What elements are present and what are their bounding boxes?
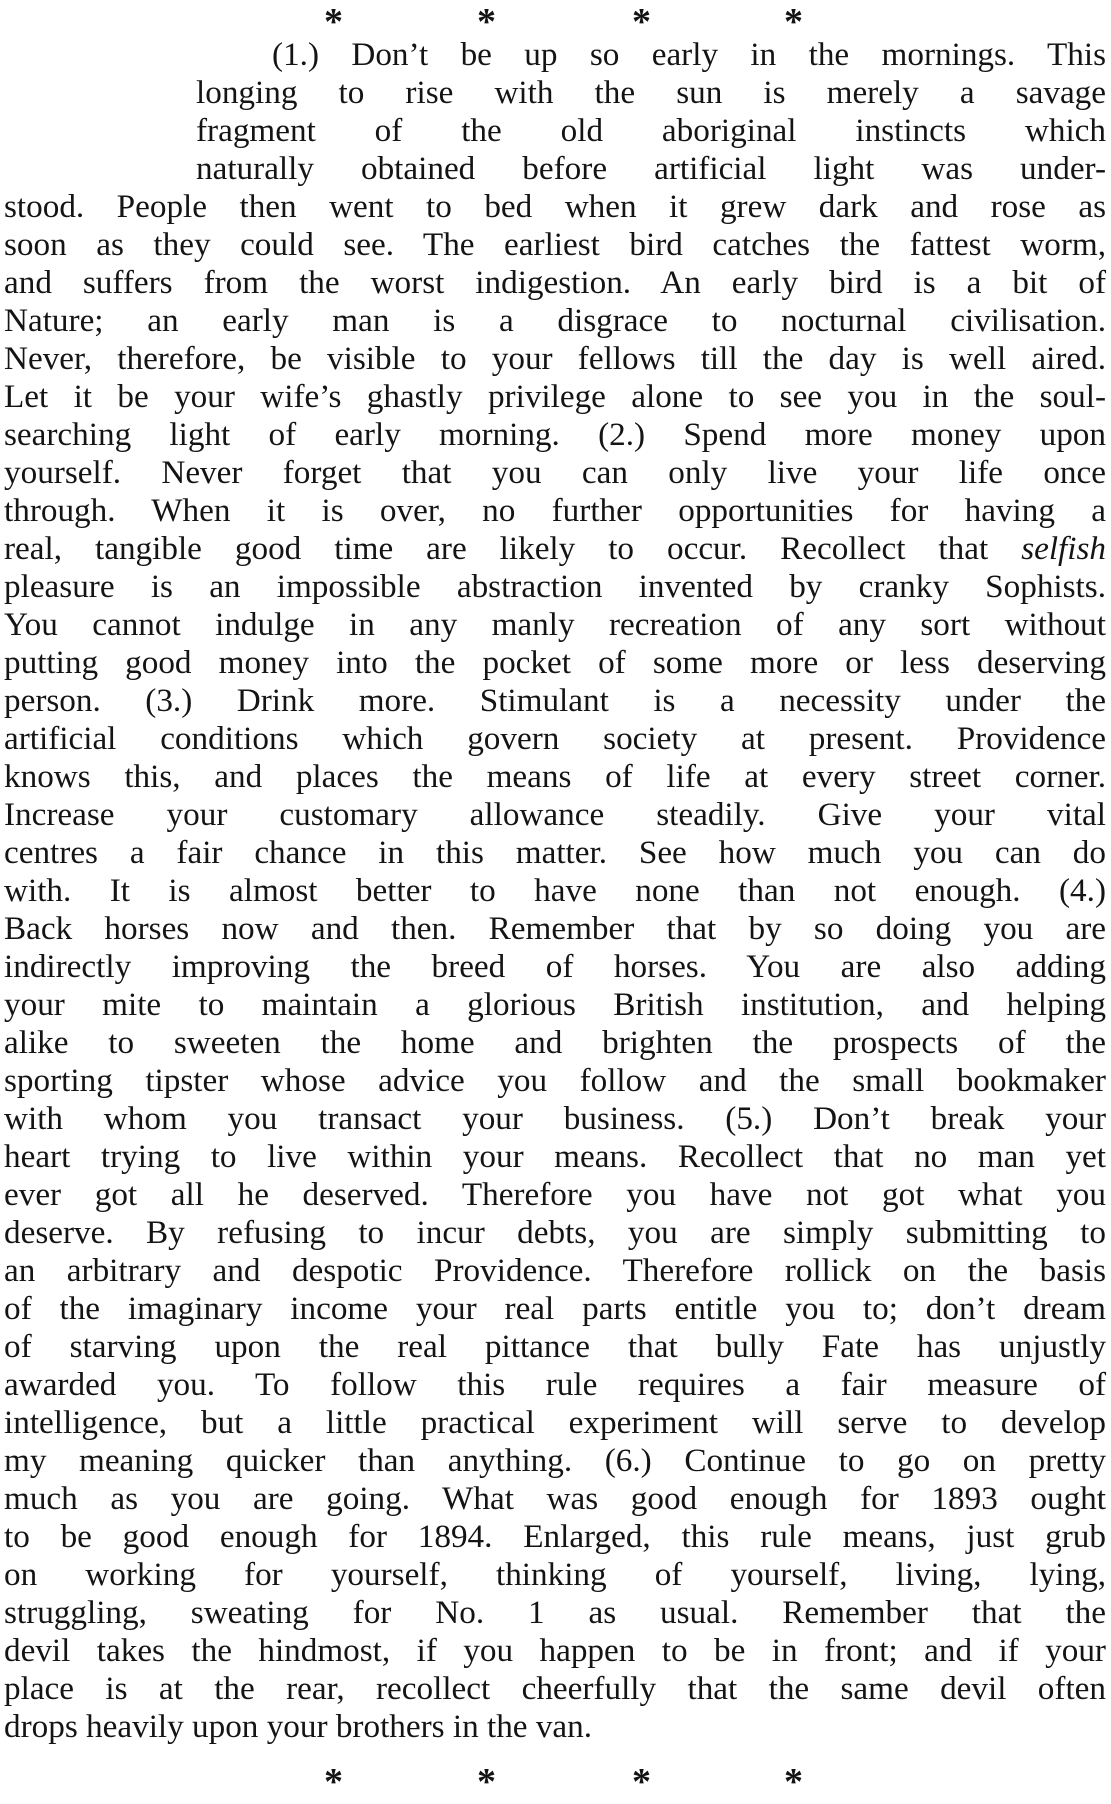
text-line: Nature; an early man is a disgrace to nocturnal civilisation. <box>4 302 1106 339</box>
asterisk-ornament: * <box>477 1761 496 1803</box>
text-line: my meaning quicker than anything. (6.) Continue to go on pretty <box>4 1442 1106 1479</box>
text-line: knows this, and places the means of life at every street corner. <box>4 758 1106 795</box>
text-line: Back horses now and then. Remember that by so doing you are <box>4 910 1106 947</box>
text-line: pleasure is an impossible abstraction invented by cranky Sophists. <box>4 568 1106 605</box>
text-line: indirectly improving the breed of horses. You are also adding <box>4 948 1106 985</box>
text-line: of starving upon the real pittance that bully Fate has unjustly <box>4 1328 1106 1365</box>
text-line: place is at the rear, recollect cheerfully that the same devil often <box>4 1670 1106 1707</box>
text-line: You cannot indulge in any manly recreation of any sort without <box>4 606 1106 643</box>
text-line: fragment of the old aboriginal instincts which <box>196 112 1106 149</box>
text-line: your mite to maintain a glorious British institution, and helping <box>4 986 1106 1023</box>
asterisk-ornament: * <box>632 1761 651 1803</box>
text-line: person. (3.) Drink more. Stimulant is a necessity under the <box>4 682 1106 719</box>
text-line: Increase your customary allowance steadily. Give your vital <box>4 796 1106 833</box>
text-line: with whom you transact your business. (5.) Don’t break your <box>4 1100 1106 1137</box>
text-line: much as you are going. What was good enough for 1893 ought <box>4 1480 1106 1517</box>
text-line: alike to sweeten the home and brighten the prospects of the <box>4 1024 1106 1061</box>
text-line: putting good money into the pocket of some more or less deserving <box>4 644 1106 681</box>
text-segment: real, tangible good time are likely to occur. Recollect that <box>4 530 989 567</box>
text-line: longing to rise with the sun is merely a savage <box>196 74 1106 111</box>
body-text <box>4 36 1106 1746</box>
text-line: sporting tipster whose advice you follow and the small bookmaker <box>4 1062 1106 1099</box>
asterisk-ornament: * <box>784 1 803 43</box>
text-line: and suffers from the worst indigestion. An early bird is a bit of <box>4 264 1106 301</box>
text-line: deserve. By refusing to incur debts, you are simply submitting to <box>4 1214 1106 1251</box>
text-line: devil takes the hindmost, if you happen to be in front; and if your <box>4 1632 1106 1669</box>
asterisk-ornament: * <box>324 1761 343 1803</box>
text-line: Let it be your wife’s ghastly privilege alone to see you in the soul- <box>4 378 1106 415</box>
italic-word: selfish <box>1021 530 1107 567</box>
text-line: stood. People then went to bed when it grew dark and rose as <box>4 188 1106 225</box>
text-line: Never, therefore, be visible to your fellows till the day is well aired. <box>4 340 1106 377</box>
text-line: ever got all he deserved. Therefore you have not got what you <box>4 1176 1106 1213</box>
text-line: naturally obtained before artificial light was under- <box>196 150 1106 187</box>
text-line: an arbitrary and despotic Providence. Therefore rollick on the basis <box>4 1252 1106 1289</box>
text-line: centres a fair chance in this matter. See how much you can do <box>4 834 1106 871</box>
text-line: through. When it is over, no further opportunities for having a <box>4 492 1106 529</box>
text-line: artificial conditions which govern society at present. Providence <box>4 720 1106 757</box>
asterisk-ornament: * <box>324 1 343 43</box>
asterisk-ornament: * <box>632 1 651 43</box>
asterisk-ornament: * <box>477 1 496 43</box>
text-line: drops heavily upon your brothers in the van. <box>4 1708 593 1745</box>
text-line: searching light of early morning. (2.) Spend more money upon <box>4 416 1106 453</box>
text-line: with. It is almost better to have none than not enough. (4.) <box>4 872 1106 909</box>
text-line: (1.) Don’t be up so early in the mornings. This <box>272 36 1106 73</box>
section-break-bottom <box>0 1762 1111 1802</box>
text-line: to be good enough for 1894. Enlarged, this rule means, just grub <box>4 1518 1106 1555</box>
text-line: intelligence, but a little practical experiment will serve to develop <box>4 1404 1106 1441</box>
text-line: on working for yourself, thinking of yourself, living, lying, <box>4 1556 1106 1593</box>
text-line: struggling, sweating for No. 1 as usual. Remember that the <box>4 1594 1106 1631</box>
text-line: soon as they could see. The earliest bird catches the fattest worm, <box>4 226 1106 263</box>
text-line: yourself. Never forget that you can only live your life once <box>4 454 1106 491</box>
text-line <box>4 530 1106 568</box>
text-line: heart trying to live within your means. Recollect that no man yet <box>4 1138 1106 1175</box>
asterisk-ornament: * <box>784 1761 803 1803</box>
text-line: of the imaginary income your real parts entitle you to; don’t dream <box>4 1290 1106 1327</box>
text-line: awarded you. To follow this rule requires a fair measure of <box>4 1366 1106 1403</box>
